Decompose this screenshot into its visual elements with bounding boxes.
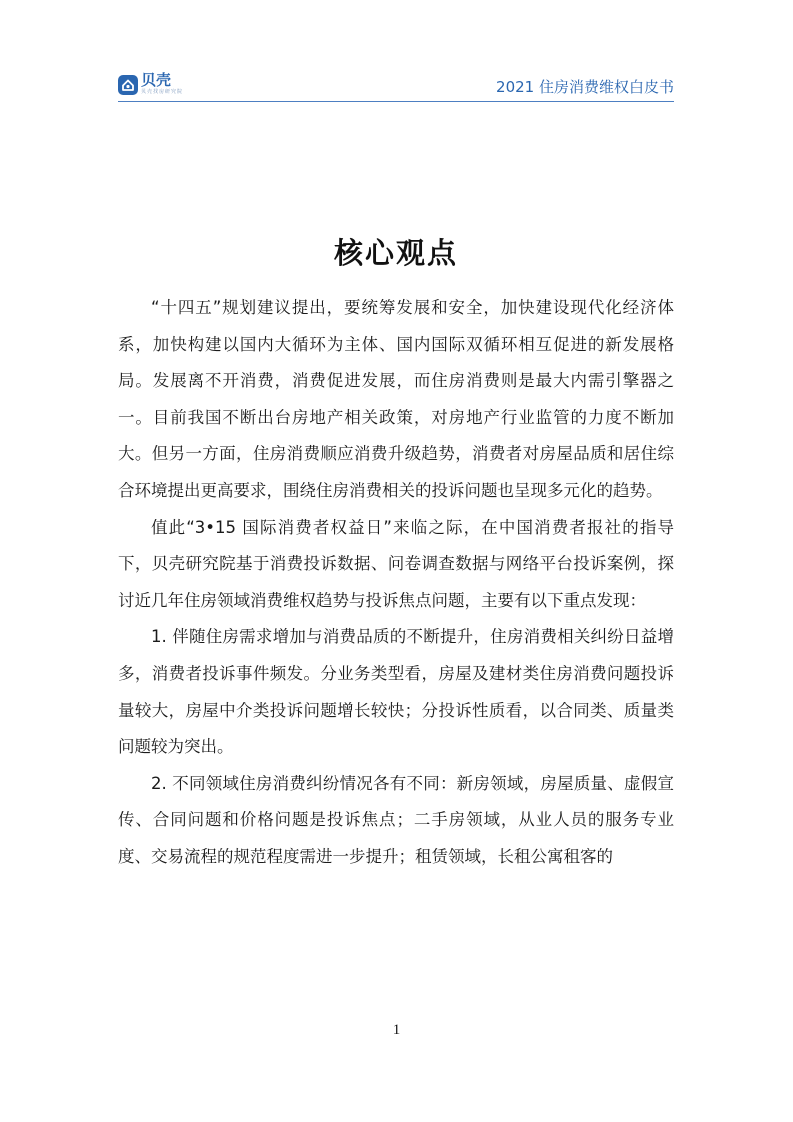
body-text xyxy=(118,290,674,876)
page-title: 核心观点 xyxy=(333,236,458,271)
paragraph: 2. 不同领域住房消费纠纷情况各有不同：新房领域，房屋质量、虚假宣传、合同问题和价格问题是投诉焦点；二手房领域，从业人员的服务专业度、交易流程的规范程度需进一步提升；租赁领域，长租公寓租客的 xyxy=(118,773,674,866)
header-divider xyxy=(118,101,674,102)
page-number: 1 xyxy=(392,1022,401,1038)
paragraph: 1. 伴随住房需求增加与消费品质的不断提升，住房消费相关纠纷日益增多，消费者投诉事件频发。分业务类型看，房屋及建材类住房消费问题投诉量较大，房屋中介类投诉问题增长较快；分投诉性质看，以合同类、质量类问题较为突出。 xyxy=(118,627,674,757)
logo-tagline: 贝壳找房研究院 xyxy=(141,89,184,95)
paragraph: “十四五”规划建议提出，要统筹发展和安全，加快建设现代化经济体系，加快构建以国内大循环为主体、国内国际双循环相互促进的新发展格局。发展离不开消费，消费促进发展，而住房消费则是最大内需引擎器之一。目前我国不断出台房地产相关政策，对房地产行业监管的力度不断加大。但另一方面，住房消费顺应消费升级趋势，消费者对房屋品质和居住综合环境提出更高要求，围绕住房消费相关的投诉问题也呈现多元化的趋势。 xyxy=(118,298,674,500)
shell-logo-icon xyxy=(118,75,138,95)
paragraph: 值此“3•15 国际消费者权益日”来临之际，在中国消费者报社的指导下，贝壳研究院基于消费投诉数据、问卷调查数据与网络平台投诉案例，探讨近几年住房领域消费维权趋势与投诉焦点问题，主要有以下重点发现： xyxy=(118,517,674,610)
beike-logo xyxy=(118,72,183,95)
document-title: 2021 住房消费维权白皮书 xyxy=(496,78,674,96)
page-header xyxy=(118,70,674,102)
logo-name: 贝壳 xyxy=(141,71,172,89)
